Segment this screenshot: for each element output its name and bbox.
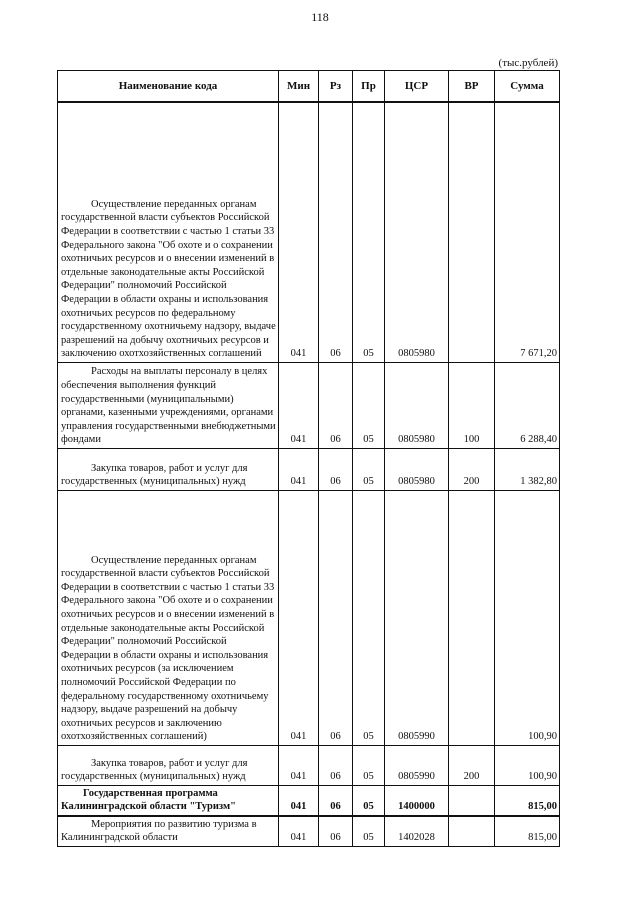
header-sum: Сумма — [495, 71, 560, 103]
row-name: Закупка товаров, работ и услуг для государственных (муниципальных) нужд — [58, 449, 279, 491]
row-csr: 0805980 — [385, 449, 449, 491]
budget-table — [57, 70, 560, 847]
row-sum: 100,90 — [495, 491, 560, 746]
row-pr: 05 — [353, 102, 385, 363]
row-min: 041 — [279, 786, 319, 817]
header-name: Наименование кода — [58, 71, 279, 103]
page-number: 118 — [311, 10, 329, 24]
units-label: (тыс.рублей) — [498, 57, 558, 69]
row-min: 041 — [279, 816, 319, 847]
table-row — [58, 491, 560, 746]
row-vr — [449, 102, 495, 363]
row-csr: 0805990 — [385, 491, 449, 746]
row-csr: 0805980 — [385, 363, 449, 449]
header-min: Мин — [279, 71, 319, 103]
header-vr: ВР — [449, 71, 495, 103]
row-rz: 06 — [319, 449, 353, 491]
row-csr: 0805980 — [385, 102, 449, 363]
row-vr — [449, 786, 495, 817]
row-pr: 05 — [353, 449, 385, 491]
header-pr: Пр — [353, 71, 385, 103]
table-row — [58, 816, 560, 847]
row-sum: 815,00 — [495, 786, 560, 817]
row-sum: 1 382,80 — [495, 449, 560, 491]
row-pr: 05 — [353, 816, 385, 847]
row-vr — [449, 816, 495, 847]
row-sum: 7 671,20 — [495, 102, 560, 363]
row-sum: 100,90 — [495, 746, 560, 786]
row-pr: 05 — [353, 786, 385, 817]
row-sum: 6 288,40 — [495, 363, 560, 449]
table-row — [58, 746, 560, 786]
row-vr: 200 — [449, 449, 495, 491]
row-vr: 200 — [449, 746, 495, 786]
row-min: 041 — [279, 363, 319, 449]
table-row — [58, 363, 560, 449]
row-min: 041 — [279, 746, 319, 786]
row-sum: 815,00 — [495, 816, 560, 847]
row-csr: 1402028 — [385, 816, 449, 847]
row-name: Осуществление переданных органам государственной власти субъектов Российской Федерации в соответствии с частью 1 статьи 33 Федерального закона "Об охоте и о сохранении охотничьих ресурсов и о внесении изменений в отдельные законодательные акты Российской Федерации" полномочий Российской Федерации в области охраны и использования охотничьих ресурсов по федеральному государственному охотничьему надзору, выдаче разрешений на добычу охотничьих ресурсов и заключению охотхозяйственных соглашений — [58, 102, 279, 363]
row-name: Расходы на выплаты персоналу в целях обеспечения выполнения функций государственными (муниципальными) органами, казенными учреждениями, органами управления государственными внебюджетными фондами — [58, 363, 279, 449]
row-name: Закупка товаров, работ и услуг для государственных (муниципальных) нужд — [58, 746, 279, 786]
row-vr: 100 — [449, 363, 495, 449]
row-min: 041 — [279, 491, 319, 746]
row-rz: 06 — [319, 363, 353, 449]
table-row — [58, 102, 560, 363]
row-rz: 06 — [319, 102, 353, 363]
row-min: 041 — [279, 102, 319, 363]
header-rz: Рз — [319, 71, 353, 103]
table-row-program — [58, 786, 560, 817]
row-csr: 1400000 — [385, 786, 449, 817]
row-vr — [449, 491, 495, 746]
row-pr: 05 — [353, 746, 385, 786]
table-row — [58, 449, 560, 491]
header-csr: ЦСР — [385, 71, 449, 103]
row-rz: 06 — [319, 786, 353, 817]
row-name: Осуществление переданных органам государственной власти субъектов Российской Федерации в соответствии с частью 1 статьи 33 Федерального закона "Об охоте и о сохранении охотничьих ресурсов и о внесении изменений в отдельные законодательные акты Российской Федерации" полномочий Российской Федерации в области охраны и использования охотничьих ресурсов (за исключением полномочий Российской Федерации по федеральному государственному охотничьему надзору, выдаче разрешений на добычу охотничьих ресурсов и заключению охотхозяйственных соглашений) — [58, 491, 279, 746]
row-name: Государственная программа Калининградской области "Туризм" — [58, 786, 279, 817]
row-name: Мероприятия по развитию туризма в Калининградской области — [58, 816, 279, 847]
row-min: 041 — [279, 449, 319, 491]
row-rz: 06 — [319, 816, 353, 847]
row-pr: 05 — [353, 363, 385, 449]
row-pr: 05 — [353, 491, 385, 746]
row-rz: 06 — [319, 491, 353, 746]
row-rz: 06 — [319, 746, 353, 786]
table-header-row — [58, 71, 560, 103]
row-csr: 0805990 — [385, 746, 449, 786]
